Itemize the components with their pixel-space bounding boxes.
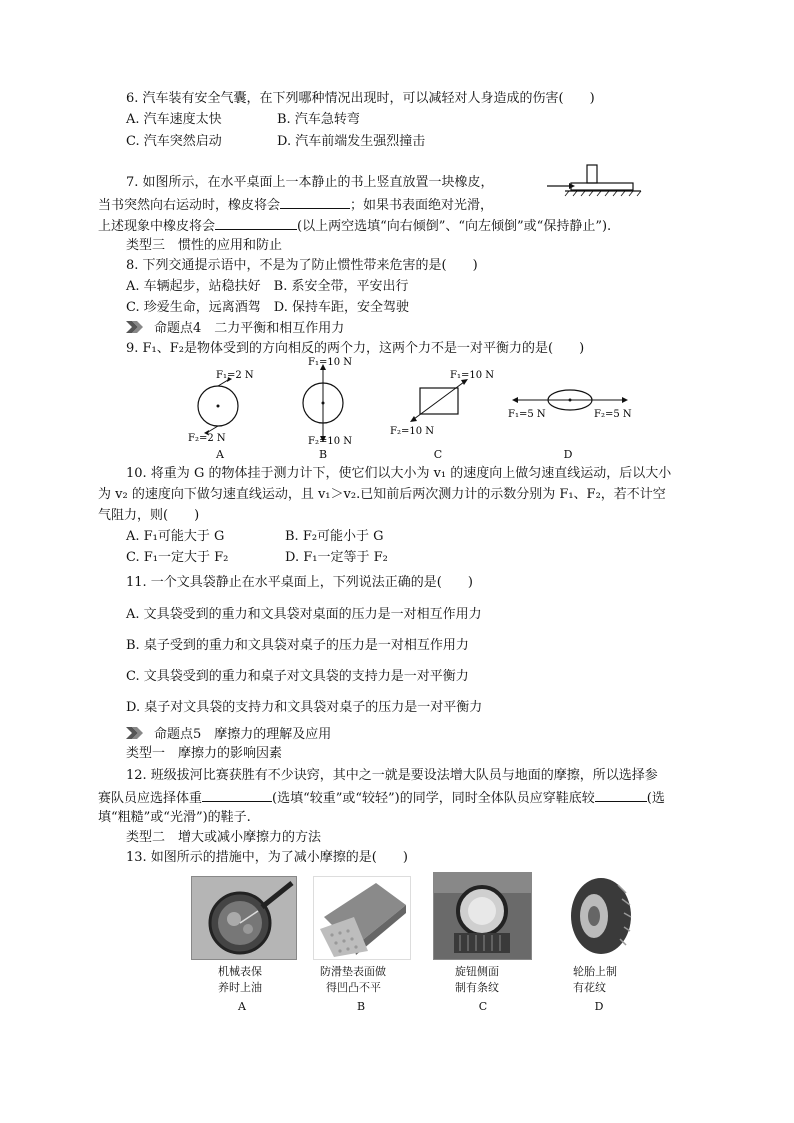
- double-chevron-icon: [126, 321, 144, 333]
- eraser-shape: [587, 165, 597, 183]
- q6-option-c: C. 汽车突然启动: [126, 134, 222, 149]
- q13-letter-a: A: [238, 1000, 246, 1013]
- q13-caption-c-2: 制有条纹: [455, 981, 499, 994]
- q7-line-3a: 上述现象中橡皮将会: [98, 219, 216, 234]
- type2-heading: 类型二 增大或减小摩擦力的方法: [126, 830, 322, 845]
- q9-letter-d: D: [563, 448, 573, 461]
- q10-line-1: 10. 将重为 G 的物体挂于测力计下，使它们以大小为 v₁ 的速度向上做匀速直线运动，后以大小: [126, 466, 672, 481]
- q13-caption-a-2: 养时上油: [218, 981, 262, 994]
- q6-option-b: B. 汽车急转弯: [277, 112, 360, 127]
- q6-option-d: D. 汽车前端发生强烈撞击: [277, 134, 426, 149]
- q9-stem: 9. F₁、F₂是物体受到的方向相反的两个力，这两个力不是一对平衡力的是( ): [126, 341, 585, 356]
- point4-title: 命题点4 二力平衡和相互作用力: [154, 321, 345, 336]
- q7-line-2a: 当书突然向右运动时，橡皮将会: [98, 198, 281, 213]
- q8-stem: 8. 下列交通提示语中，不是为了防止惯性带来危害的是( ): [126, 258, 478, 273]
- fig-c-f2-label: F₂=10 N: [390, 426, 434, 437]
- point5-heading: [126, 726, 331, 744]
- q11-option-d: D. 桌子对文具袋的支持力和文具袋对桌子的压力是一对平衡力: [126, 700, 483, 715]
- q12-line-2a: 赛队员应选择体重: [98, 791, 203, 806]
- q9-figure-a: [180, 364, 260, 444]
- q10-option-b: B. F₂可能小于 G: [285, 529, 384, 544]
- q13-photo-a-watch: [191, 876, 297, 960]
- q11-option-c: C. 文具袋受到的重力和桌子对文具袋的支持力是一对平衡力: [126, 669, 469, 684]
- q13-caption-d-1: 轮胎上制: [573, 965, 617, 978]
- q7-blank-1[interactable]: [280, 195, 350, 209]
- type1-heading: 类型一 摩擦力的影响因素: [126, 746, 283, 761]
- q7-book-eraser-figure: [545, 163, 645, 199]
- q12-line-3: 填“粗糙”或“光滑”)的鞋子.: [98, 810, 251, 825]
- q8-options-ab: A. 车辆起步，站稳扶好 B. 系安全带，平安出行: [126, 279, 409, 294]
- fig-d-f2-label: F₂=5 N: [594, 409, 632, 420]
- q13-caption-d-2: 有花纹: [573, 981, 606, 994]
- q10-option-a: A. F₁可能大于 G: [126, 529, 225, 544]
- q13-letter-b: B: [356, 1000, 366, 1013]
- q7-line-1: 7. 如图所示，在水平桌面上一本静止的书上竖直放置一块橡皮，: [126, 175, 494, 190]
- q12-line-2c: (选: [646, 791, 665, 806]
- book-shape: [571, 183, 633, 190]
- q9-figure-d: [506, 384, 636, 424]
- q12-blank-2[interactable]: [595, 788, 647, 802]
- q11-option-b: B. 桌子受到的重力和文具袋对桌子的压力是一对相互作用力: [126, 638, 469, 653]
- motion-arrow-head: [569, 183, 575, 189]
- q13-letter-c: C: [478, 1000, 488, 1013]
- q6-stem: 6. 汽车装有安全气囊，在下列哪种情况出现时，可以减轻对人身造成的伤害( ): [126, 91, 595, 106]
- type3-heading: 类型三 惯性的应用和防止: [126, 238, 283, 253]
- q13-photo-c-knob: [433, 872, 532, 960]
- q7-line-3: [98, 216, 611, 236]
- q13-photo-d-tire: [563, 872, 639, 960]
- q6-option-a: A. 汽车速度太快: [126, 112, 222, 127]
- tire-icon: [564, 873, 638, 959]
- q7-line-2b: ；如果书表面绝对光滑，: [350, 198, 494, 213]
- q9-letter-c: C: [433, 448, 443, 461]
- q10-option-c: C. F₁一定大于 F₂: [126, 550, 229, 565]
- point4-heading: [126, 320, 344, 338]
- q13-caption-c-1: 旋钮侧面: [455, 965, 499, 978]
- q7-blank-2[interactable]: [215, 216, 297, 230]
- q13-stem: 13. 如图所示的措施中，为了减小摩擦的是( ): [126, 850, 408, 865]
- fig-a-f1-label: F₁=2 N: [216, 370, 254, 381]
- fig-d-f1-label: F₁=5 N: [508, 409, 546, 420]
- watch-icon: [192, 877, 296, 959]
- q13-photo-b-mat: [313, 876, 411, 960]
- double-chevron-icon: [126, 727, 144, 739]
- q13-caption-a-1: 机械表保: [218, 965, 262, 978]
- q12-line-2b: (选填“较重”或“较轻”)的同学，同时全体队员应穿鞋底较: [272, 791, 595, 806]
- q7-line-2: [98, 195, 493, 215]
- q13-caption-b-2: 得凹凸不平: [326, 981, 381, 994]
- fig-b-f1-label: F₁=10 N: [308, 357, 352, 368]
- fig-a-f2-label: F₂=2 N: [188, 433, 226, 444]
- q11-option-a: A. 文具袋受到的重力和文具袋对桌面的压力是一对相互作用力: [126, 607, 482, 622]
- q11-stem: 11. 一个文具袋静止在水平桌面上，下列说法正确的是( ): [126, 575, 473, 590]
- table-hatching: [565, 191, 641, 196]
- q10-option-d: D. F₁一定等于 F₂: [285, 550, 388, 565]
- q9-letter-a: A: [216, 448, 224, 461]
- knob-icon: [434, 873, 531, 959]
- q8-options-cd: C. 珍爱生命，远离酒驾 D. 保持车距，安全驾驶: [126, 300, 409, 315]
- fig-b-f2-label: F₂=10 N: [308, 436, 352, 446]
- q12-blank-1[interactable]: [202, 788, 272, 802]
- q13-letter-d: D: [594, 1000, 604, 1013]
- q13-caption-b-1: 防滑垫表面做: [320, 965, 386, 978]
- q9-figure-b: [290, 356, 360, 446]
- q9-letter-b: B: [318, 448, 328, 461]
- q12-line-1: 12. 班级拔河比赛获胜有不少诀窍，其中之一就是要设法增大队员与地面的摩擦，所以选择参: [126, 768, 658, 783]
- anti-slip-mat-icon: [314, 877, 410, 959]
- q10-line-3: 气阻力，则( ): [98, 508, 200, 523]
- point5-title: 命题点5 摩擦力的理解及应用: [154, 727, 332, 742]
- fig-c-f1-label: F₁=10 N: [450, 370, 494, 381]
- q10-line-2: 为 v₂ 的速度向下做匀速直线运动，且 v₁＞v₂.已知前后两次测力计的示数分别为 F₁、F₂，若不计空: [98, 487, 666, 502]
- q7-line-3b: (以上两空选填“向右倾倒”、“向左倾倒”或“保持静止”).: [297, 219, 612, 234]
- q9-figure-c: [388, 366, 498, 442]
- q12-line-2: [98, 788, 665, 808]
